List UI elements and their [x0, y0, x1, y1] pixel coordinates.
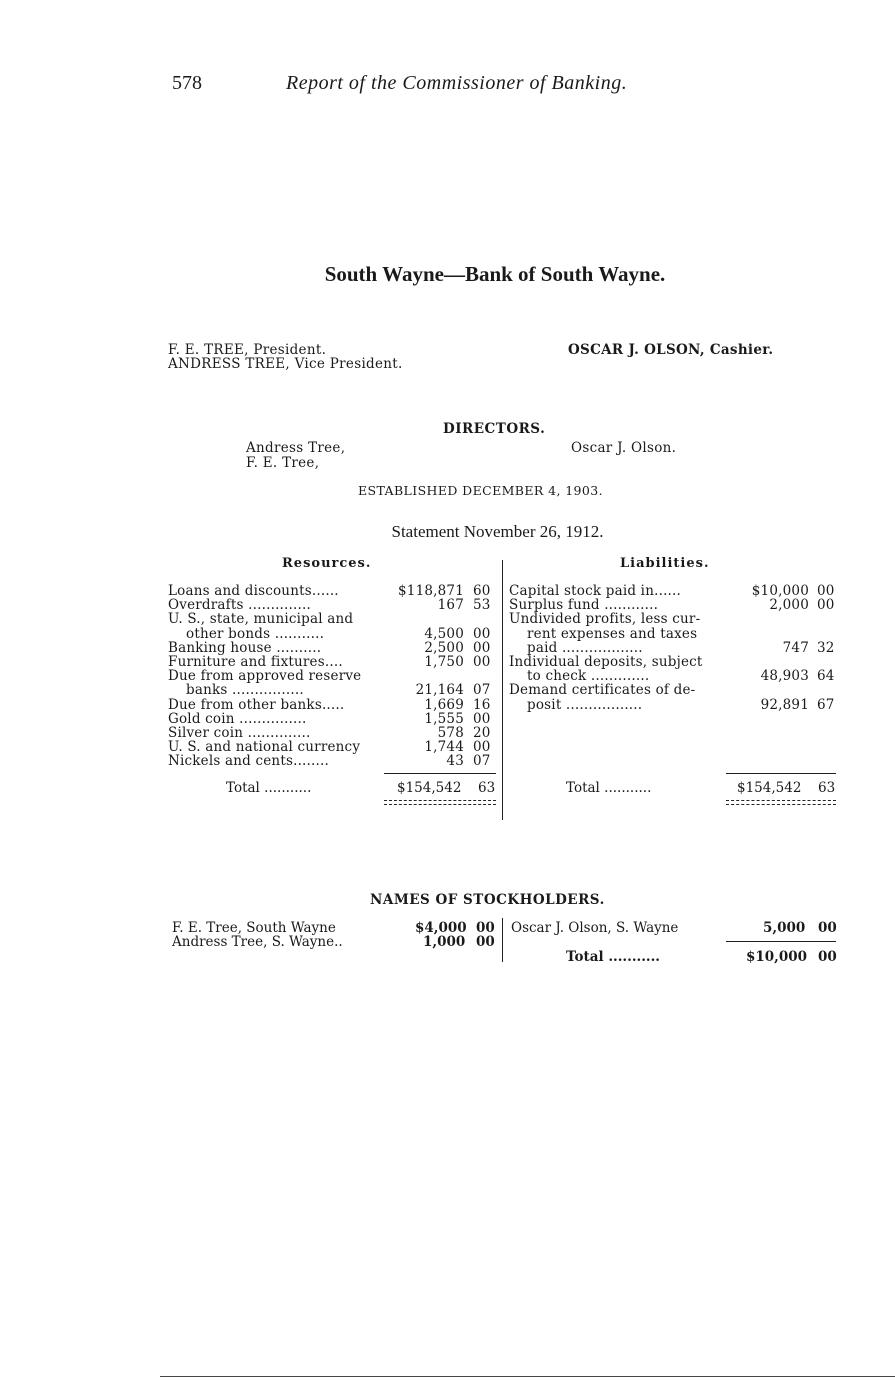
page-number: 578	[172, 72, 202, 94]
stockholder-name: Oscar J. Olson, S. Wayne	[511, 920, 679, 936]
officer-vice-president: ANDRESS TREE, Vice President.	[168, 356, 403, 372]
directors-heading: DIRECTORS.	[443, 421, 546, 437]
liabilities-total-label: Total ...........	[566, 780, 652, 796]
row-label: Silver coin ..............	[168, 724, 311, 741]
row-label: Overdrafts ..............	[168, 597, 311, 614]
row-label: Banking house ..........	[168, 639, 322, 656]
row-label: Loans and discounts......	[168, 583, 339, 599]
liabilities-table	[509, 584, 839, 712]
row-label: Nickels and cents........	[168, 753, 330, 770]
row-cents: 00	[817, 583, 835, 599]
row-dollars: 4,500	[424, 625, 464, 642]
table-row	[509, 584, 839, 598]
row-label: Gold coin ...............	[168, 710, 307, 727]
row-label: to check .............	[527, 668, 650, 685]
resources-total-cents: 63	[478, 780, 496, 796]
row-label: Due from other banks.....	[168, 696, 345, 713]
stockholders-total-dollars: $10,000	[746, 949, 808, 965]
officer-president: F. E. TREE, President.	[168, 342, 327, 358]
liabilities-total-dollars: $154,542	[737, 780, 802, 796]
table-row	[168, 627, 498, 641]
stockholder-cents: 00	[476, 934, 495, 950]
row-cents: 53	[473, 597, 491, 614]
row-label: Furniture and fixtures....	[168, 653, 343, 670]
row-cents: 00	[473, 653, 491, 670]
row-label: other bonds ...........	[186, 625, 325, 642]
officer-cashier: OSCAR J. OLSON, Cashier.	[568, 342, 774, 358]
table-row	[168, 584, 498, 598]
stockholder-dollars: $4,000	[415, 920, 467, 936]
row-dollars: 2,500	[424, 639, 464, 656]
row-dollars: 1,555	[424, 710, 464, 727]
table-row	[509, 655, 839, 669]
row-cents: 64	[817, 668, 835, 685]
row-dollars: 48,903	[760, 668, 809, 685]
row-dollars: 1,744	[424, 739, 464, 756]
total-rule	[384, 773, 496, 774]
running-title: Report of the Commissioner of Banking.	[286, 72, 628, 94]
established-date: ESTABLISHED DECEMBER 4, 1903.	[358, 483, 603, 498]
bank-title: South Wayne—Bank of South Wayne.	[324, 262, 666, 286]
row-dollars: 578	[437, 724, 464, 741]
row-cents: 16	[473, 696, 491, 713]
resources-total-label: Total ...........	[226, 780, 312, 796]
total-rule	[726, 941, 836, 942]
row-cents: 00	[473, 625, 491, 642]
row-label: Undivided profits, less cur-	[509, 611, 701, 628]
row-dollars: $10,000	[751, 583, 809, 599]
liabilities-heading: Liabilities.	[620, 556, 710, 571]
row-dollars: 1,750	[424, 653, 464, 670]
table-row	[168, 712, 498, 726]
table-row	[168, 669, 498, 683]
stockholder-name: Andress Tree, S. Wayne..	[172, 934, 343, 950]
resources-table	[168, 584, 498, 768]
director-name: Oscar J. Olson.	[571, 440, 677, 456]
row-label: Due from approved reserve	[168, 668, 362, 685]
stockholders-total-label: Total ...........	[566, 949, 661, 965]
stockholders-divider	[502, 918, 503, 962]
table-row	[168, 655, 498, 669]
double-rule	[384, 800, 496, 805]
row-label: Individual deposits, subject	[509, 653, 703, 670]
resources-heading: Resources.	[282, 556, 372, 571]
table-row	[168, 612, 498, 626]
table-row	[509, 627, 839, 641]
table-row	[168, 683, 498, 697]
row-cents: 67	[817, 696, 835, 713]
row-cents: 00	[473, 639, 491, 656]
row-label: Surplus fund ............	[509, 597, 659, 614]
stockholder-dollars: 1,000	[423, 934, 466, 950]
row-cents: 00	[473, 739, 491, 756]
resources-total-dollars: $154,542	[397, 780, 462, 796]
double-rule	[726, 800, 836, 805]
director-name: F. E. Tree,	[246, 455, 320, 471]
row-label: banks ................	[186, 682, 304, 699]
row-label: rent expenses and taxes	[527, 625, 698, 642]
table-row	[168, 754, 498, 768]
row-cents: 07	[473, 753, 491, 770]
table-row	[509, 598, 839, 612]
statement-date: Statement November 26, 1912.	[391, 522, 604, 541]
row-dollars: 1,669	[424, 696, 464, 713]
director-name: Andress Tree,	[246, 440, 346, 456]
table-row	[168, 641, 498, 655]
table-row	[509, 612, 839, 626]
row-cents: 07	[473, 682, 491, 699]
row-dollars: 92,891	[760, 696, 809, 713]
stockholder-dollars: 5,000	[763, 920, 806, 936]
stockholder-name: F. E. Tree, South Wayne	[172, 920, 336, 936]
stockholder-cents: 00	[476, 920, 495, 936]
stockholder-cents: 00	[818, 920, 837, 936]
row-label: U. S. and national currency	[168, 739, 361, 756]
row-cents: 60	[473, 583, 491, 599]
table-row	[168, 598, 498, 612]
row-dollars: 2,000	[769, 597, 809, 614]
table-row	[168, 740, 498, 754]
stockholders-total-cents: 00	[818, 949, 837, 965]
row-dollars: 43	[446, 753, 464, 770]
table-row	[168, 698, 498, 712]
table-row	[509, 698, 839, 712]
row-label: Capital stock paid in......	[509, 583, 682, 599]
row-cents: 00	[473, 710, 491, 727]
row-label: posit .................	[527, 696, 643, 713]
row-label: Demand certificates of de-	[509, 682, 696, 699]
table-row	[509, 641, 839, 655]
column-divider	[502, 560, 503, 820]
row-dollars: 167	[437, 597, 464, 614]
row-cents: 20	[473, 724, 491, 741]
row-label: U. S., state, municipal and	[168, 611, 354, 628]
liabilities-total-cents: 63	[818, 780, 836, 796]
row-label: paid ..................	[527, 639, 643, 656]
table-row	[509, 669, 839, 683]
stockholders-heading: NAMES OF STOCKHOLDERS.	[370, 892, 605, 908]
table-row	[509, 683, 839, 697]
row-dollars: 747	[782, 639, 809, 656]
row-cents: 00	[817, 597, 835, 614]
page-edge	[160, 1376, 895, 1377]
row-cents: 32	[817, 639, 835, 656]
row-dollars: 21,164	[415, 682, 464, 699]
row-dollars: $118,871	[397, 583, 464, 599]
table-row	[168, 726, 498, 740]
total-rule	[726, 773, 836, 774]
